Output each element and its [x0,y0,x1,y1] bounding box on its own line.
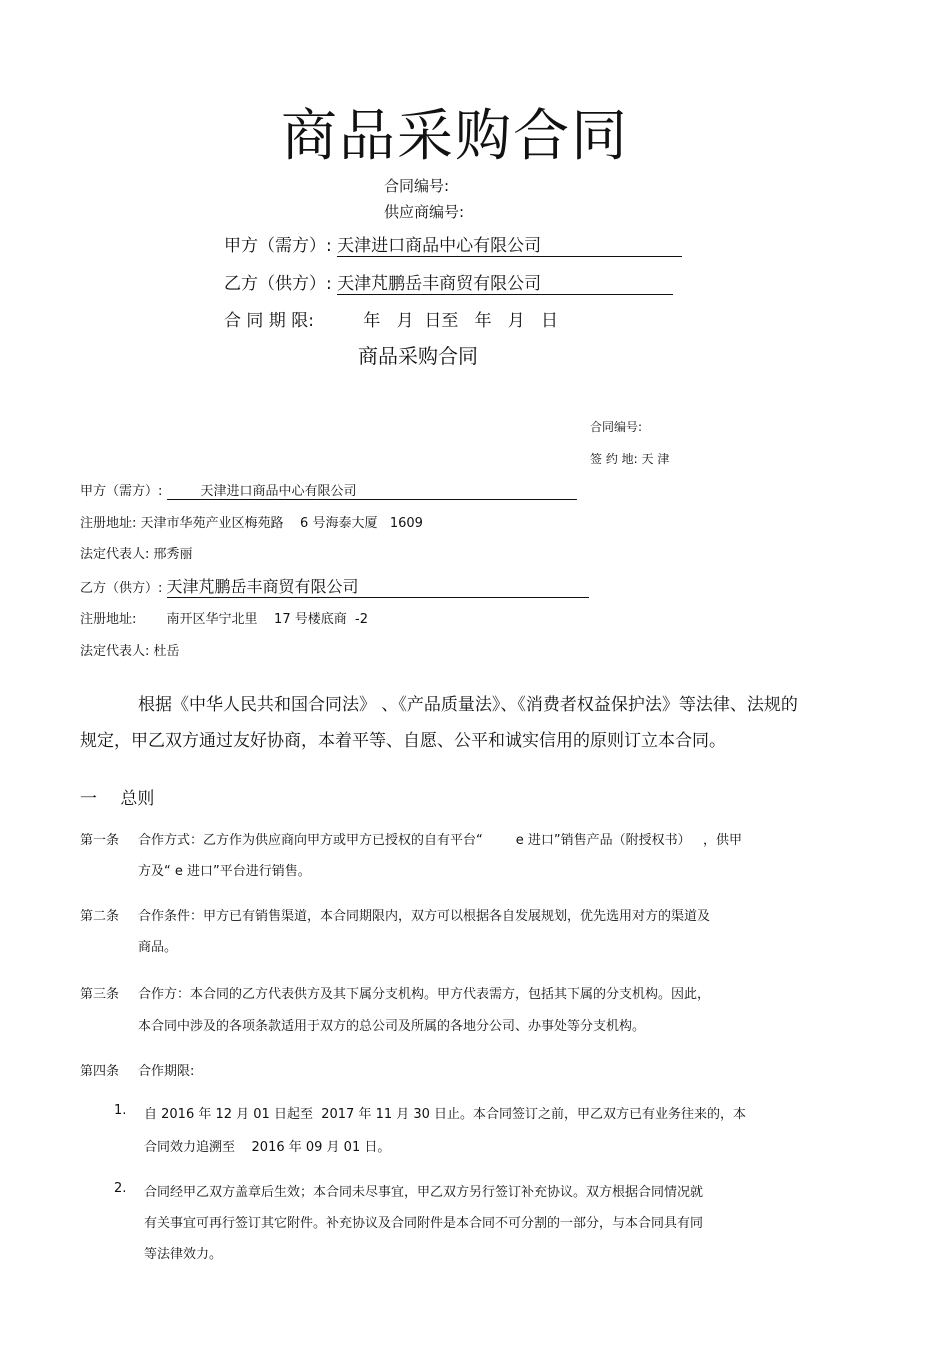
body-title: 商品采购合同 [358,344,478,368]
body-sign-place-value: 天 津 [641,452,670,466]
cover-party-b-label: 乙方（供方）: [224,274,332,294]
party-b-rep-label: 法定代表人: [80,644,150,659]
cover-contract-no-label: 合同编号: [384,177,450,195]
article-4-line-1: 合作期限: [138,1064,195,1079]
section-1-heading [80,784,154,809]
body-contract-no-label: 合同编号: [590,420,643,434]
intro-line-1: 根据《中华人民共和国合同法》 、《产品质量法》、《消费者权益保护法》等法律、法规的 [138,695,798,715]
article-1-num: 第一条 [80,833,120,848]
article-3-line-1: 合作方：本合同的乙方代表供方及其下属分支机构。甲方代表需方，包括其下属的分支机构。因此， [138,987,711,1002]
cover-supplier-no-label: 供应商编号: [384,203,465,221]
party-b-address: 南开区华宁北里 17 号楼底商 -2 [166,612,368,627]
party-b-rep: 杜岳 [153,644,180,659]
cover-party-a-label: 甲方（需方）: [224,236,332,256]
cover-term-value: 年 月 日至 年 月 日 [363,311,559,331]
article-4-num: 第四条 [80,1064,120,1079]
list-item-2-num: 2. [114,1181,127,1196]
party-a-address-row [80,512,423,531]
cover-title: 商品采购合同 [281,104,629,169]
party-a-name: 天津进口商品中心有限公司 [167,480,577,500]
article-1-line-2: 方及“ e 进口”平台进行销售。 [138,864,311,879]
article-3-line-2: 本合同中涉及的各项条款适用于双方的总公司及所属的各地分公司、办事处等分支机构。 [138,1019,646,1034]
article-2-line-2: 商品。 [138,940,178,955]
article-3-num: 第三条 [80,987,120,1002]
intro-line-2: 规定，甲乙双方通过友好协商，本着平等、自愿、公平和诚实信用的原则订立本合同。 [80,731,726,751]
article-2-num: 第二条 [80,909,120,924]
section-1-title: 总则 [120,789,155,809]
cover-party-b-name: 天津芃鹏岳丰商贸有限公司 [337,269,673,295]
list-item-2-line-2: 有关事宜可再行签订其它附件。补充协议及合同附件是本合同不可分割的一部分，与本合同具有同 [144,1216,704,1231]
list-item-2-line-3: 等法律效力。 [144,1247,223,1262]
cover-party-a-name: 天津进口商品中心有限公司 [337,231,682,257]
party-b-address-label: 注册地址: [80,612,137,627]
party-a-row [80,480,577,500]
cover-term-label: 合 同 期 限: [224,311,314,331]
cover-party-b-row [224,269,673,295]
party-a-address: 天津市华苑产业区梅苑路 6 号海泰大厦 1609 [140,516,423,531]
party-a-rep-label: 法定代表人: [80,547,150,562]
list-item-1-line-1: 自 2016 年 12 月 01 日起至 2017 年 11 月 30 日止。本合同签订之前，甲乙双方已有业务往来的，本 [144,1107,747,1122]
body-sign-place-label: 签 约 地: [590,452,638,466]
cover-party-a-row [224,231,682,257]
party-b-rep-row [80,640,180,659]
list-item-1-num: 1. [114,1103,127,1118]
party-a-label: 甲方（需方）: [80,484,163,499]
list-item-1-line-2: 合同效力追溯至 2016 年 09 月 01 日。 [144,1140,391,1155]
party-a-address-label: 注册地址: [80,516,137,531]
article-1-line-1: 合作方式：乙方作为供应商向甲方或甲方已授权的自有平台“ e 进口”销售产品（附授权书） ，供甲 [138,833,743,848]
cover-term-row [224,306,558,331]
section-1-num: 一 [80,789,97,809]
party-b-name: 天津芃鹏岳丰商贸有限公司 [167,574,589,598]
party-b-label: 乙方（供方）: [80,581,163,596]
article-2-line-1: 合作条件：甲方已有销售渠道，本合同期限内，双方可以根据各自发展规划，优先选用对方的渠道及 [138,909,711,924]
party-a-rep: 邢秀丽 [153,547,193,562]
party-b-address-row [80,608,368,627]
party-a-rep-row [80,543,193,562]
party-b-row [80,574,589,598]
body-sign-place-row [590,450,669,467]
intro-paragraph [80,687,855,759]
list-item-2-line-1: 合同经甲乙双方盖章后生效；本合同未尽事宜，甲乙双方另行签订补充协议。双方根据合同情况就 [144,1185,704,1200]
